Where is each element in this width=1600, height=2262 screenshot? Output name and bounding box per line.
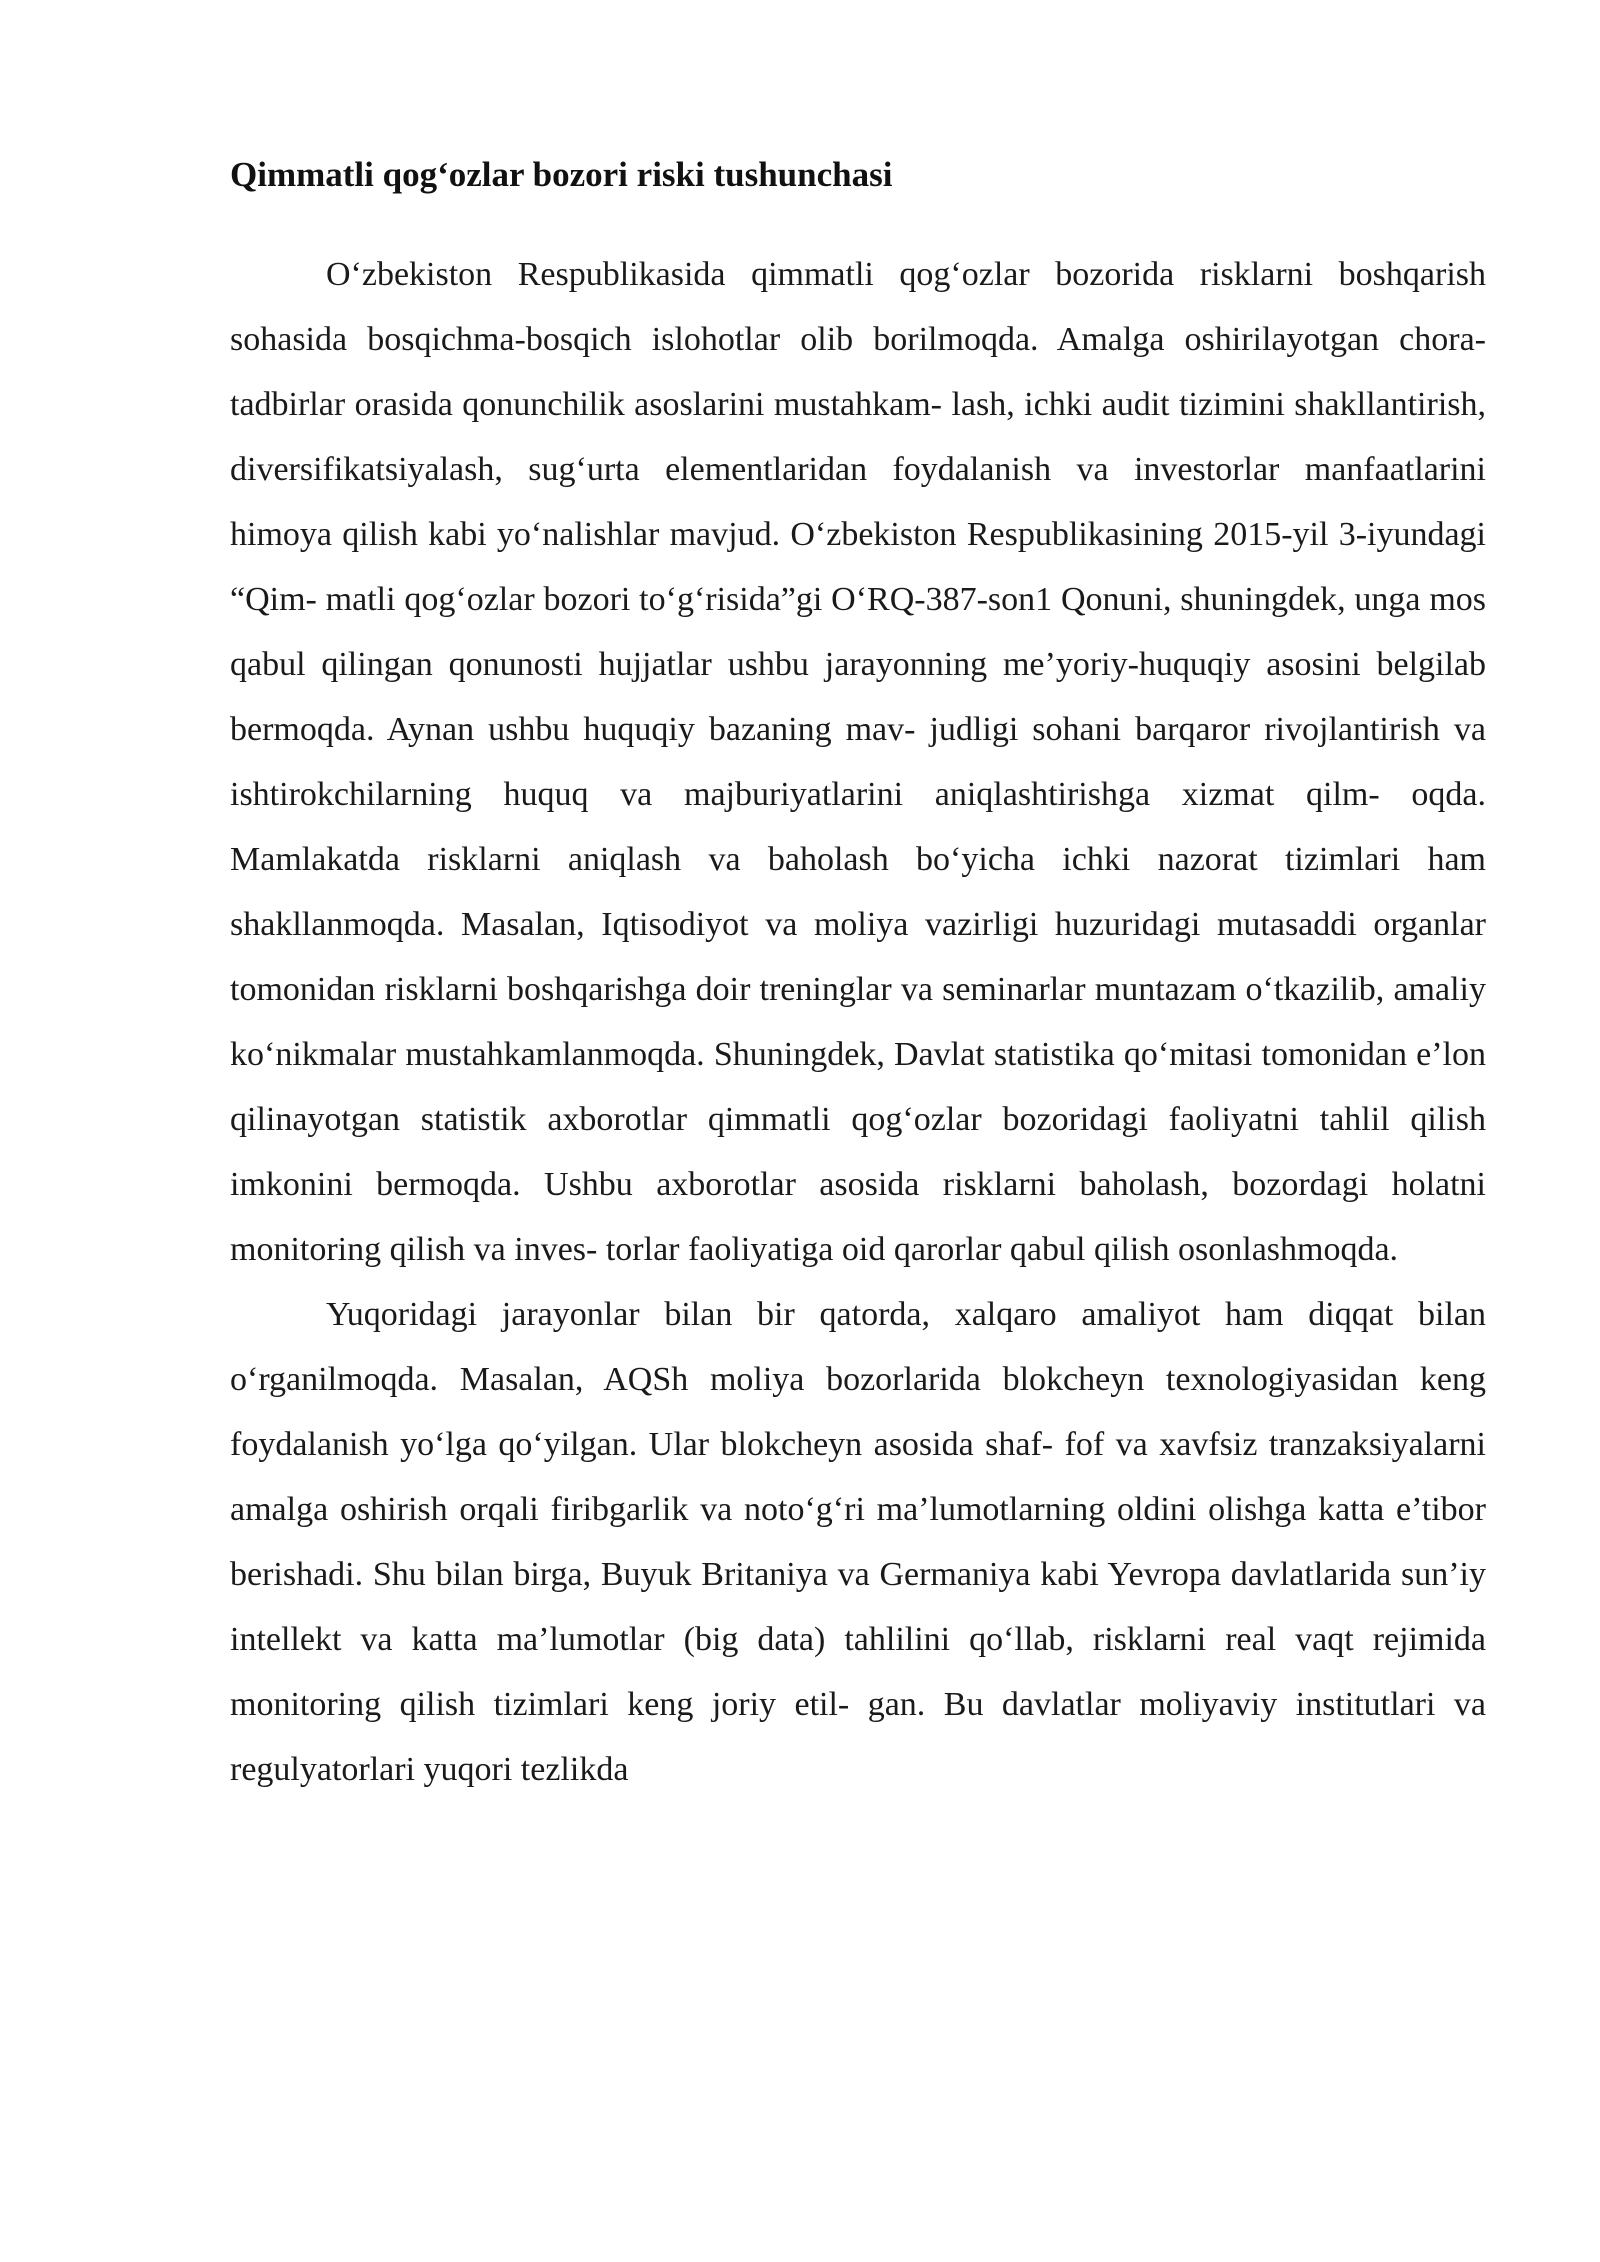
document-content xyxy=(230,148,1486,1802)
document-title: Qimmatli qog‘ozlar bozori riski tushunchasi xyxy=(230,155,893,194)
paragraph-2: Yuqoridagi jarayonlar bilan bir qatorda, xalqaro amaliyot ham diqqat bilan o‘rganilmoqda. Masalan, AQSh moliya bozorlarida blokcheyn texnologiyasidan keng foydalanish yo‘lga qo‘yilgan. Ular blokcheyn asosida shaf- fof va xavfsiz tranzaksiyalarni amalga oshirish orqali firibgarlik va noto‘g‘ri ma’lumotlarning oldini olishga katta e’tibor berishadi. Shu bilan birga, Buyuk Britaniya va Germaniya kabi Yevropa davlatlarida sun’iy intellekt va katta ma’lumotlar (big data) tahlilini qo‘llab, risklarni real vaqt rejimida monitoring qilish tizimlari keng joriy etil- gan. Bu davlatlar moliyaviy institutlari va regulyatorlari yuqori tezlikda xyxy=(230,1296,1486,1788)
paragraph-1: O‘zbekiston Respublikasida qimmatli qog‘ozlar bozorida risklarni boshqarish sohasida bosqichma-bosqich islohotlar olib borilmoqda. Amalga oshirilayotgan chora-tadbirlar orasida qonunchilik asoslarini mustahkam- lash, ichki audit tizimini shakllantirish, diversifikatsiyalash, sug‘urta elementlaridan foydalanish va investorlar manfaatlarini himoya qilish kabi yo‘nalishlar mavjud. O‘zbekiston Respublikasining 2015-yil 3-iyundagi “Qim- matli qog‘ozlar bozori to‘g‘risida”gi O‘RQ-387-son1 Qonuni, shuningdek, unga mos qabul qilingan qonunosti hujjatlar ushbu jarayonning me’yoriy-huquqiy asosini belgilab bermoqda. Aynan ushbu huquqiy bazaning mav- judligi sohani barqaror rivojlantirish va ishtirokchilarning huquq va majburiyatlarini aniqlashtirishga xizmat qilm- oqda. Mamlakatda risklarni aniqlash va baholash bo‘yicha ichki nazorat tizimlari ham shakllanmoqda. Masalan, Iqtisodiyot va moliya vazirligi huzuridagi mutasaddi organlar tomonidan risklarni boshqarishga doir treninglar va seminarlar muntazam o‘tkazilib, amaliy ko‘nikmalar mustahkamlanmoqda. Shuningdek, Davlat statistika qo‘mitasi tomonidan e’lon qilinayotgan statistik axborotlar qimmatli qog‘ozlar bozoridagi faoliyatni tahlil qilish imkonini bermoqda. Ushbu axborotlar asosida risklarni baholash, bozordagi holatni monitoring qilish va inves- torlar faoliyatiga oid qarorlar qabul qilish osonlashmoqda. xyxy=(230,256,1486,1268)
